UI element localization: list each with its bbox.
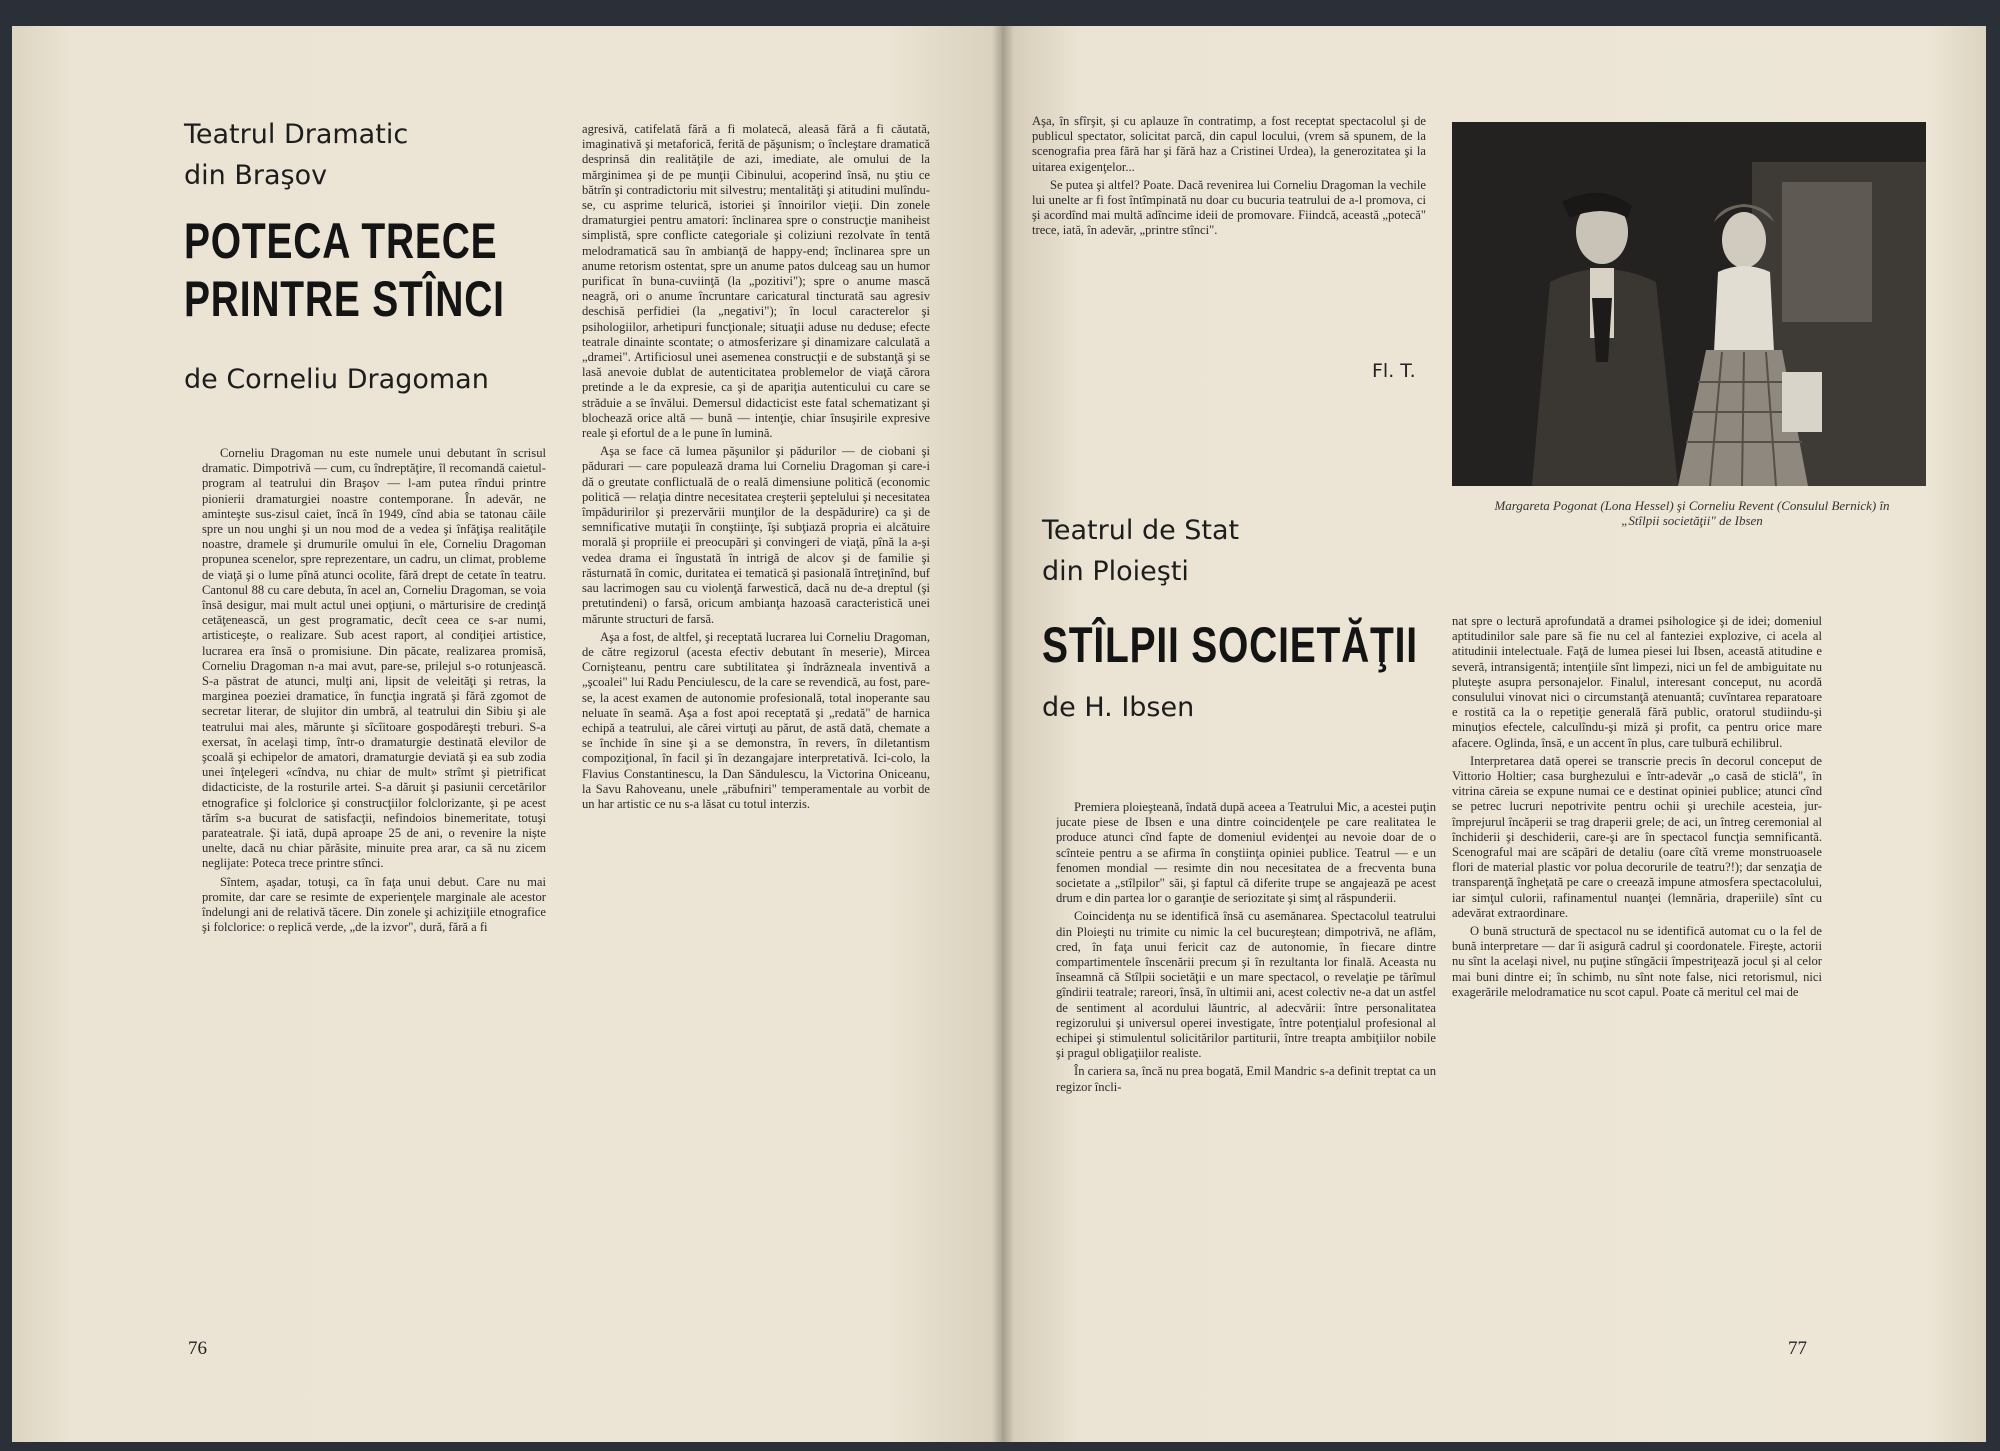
right-page-number: 77 (1788, 1338, 1807, 1359)
left-theatre-line1: Teatrul Dramatic (184, 119, 409, 150)
left-column-1 (202, 446, 546, 1382)
paragraph: Aşa a fost, de altfel, şi receptată lucrarea lui Corneliu Dragoman, de către regizorul (acesta efectiv debutant în meserie), Mircea Cornişteanu, pentru care subtilitatea şi îndrăzneala inventivă a „şcoalei" lui Radu Penciulescu, de la care se revendică, au fost, pare-se, la acest examen de autonomie profesională, total inoperante sau neluate în seamă. Aşa a fost apoi receptată şi „redată" de harnica echipă a teatrului, ale cărei virtuţi au părut, de astă dată, chemate a se închide în sine şi a se demonstra, în revers, în diletantism compoziţional, în facil şi în dezangajare interpretativă. Ici-colo, la Flavius Constantinescu, la Dan Săndulescu, la Victorina Oniceanu, la Savu Rahoveanu, unele „răbufniri" temperamentale au vorbit de un har artistic ce nu s-a lăsat cu totul interzis. (582, 629, 930, 811)
left-theatre-heading (184, 114, 408, 196)
right-column-mid (1056, 800, 1436, 1346)
left-page-number: 76 (188, 1338, 207, 1359)
paragraph: O bună structură de spectacol nu se identifică automat cu o la fel de bună interpretare — dar îi asigură cadrul şi coordonatele. Fireşte, actorii nu sînt la acelaşi nivel, nu puţine stîngăcii împestriţează jocul şi al celor mai buni dintre ei; în schimb, nu sînt note false, nici retorismul, nici exagerările melodramatice nu scot capul. Poate că meritul cel mai de (1452, 924, 1822, 999)
magazine-spread (0, 26, 2000, 1451)
book-gutter (992, 26, 1014, 1442)
right-title: STÎLPII SOCIETĂŢII (1042, 617, 1418, 673)
left-page (12, 26, 1002, 1442)
paragraph: Premiera ploieşteană, îndată după aceea a Teatrului Mic, a acestei puţin jucate piese de Ibsen e una dintre coincidenţele pe care realitatea le produce atunci cînd fapte de domeniul evidenţei au nevoie doar de o scînteie pentru a se afirma în conştiinţa opiniei publice. Teatrul — e un fenomen mondial — resimte din nou necesitatea de a frecventa buna societate a „stîlpilor" săi, şi faptul că diferite trupe se angajează pe acest drum e din partea lor o garanţie de seriozitate şi simţ al răspunderii. (1056, 800, 1436, 906)
left-column-2 (582, 122, 930, 1362)
paragraph: Coincidenţa nu se identifică însă cu asemănarea. Spectacolul teatrului din Ploieşti nu trimite cu nimic la cel bucureştean; dimpotrivă, ne aflăm, cred, în faţa unui fericit caz de autonomie, în fiecare dintre compartimentele înscenării precum şi în rezultanta lor finală. Aceasta nu înseamnă că Stîlpii societăţii e un mare spectacol, o revelaţie pe tărîmul gîndirii teatrale; rareori, însă, în ultimii ani, acest colectiv ne-a dat un astfel de sentiment al acordului lăuntric, al adecvării: între personalitatea regizorului şi universul operei investigate, între potenţialul profesional al echipei şi stimulentul solicitărilor partiturii, între treapta ambiţiilor nobile şi pragul obligaţiilor realiste. (1056, 909, 1436, 1061)
left-title-line2: PRINTRE STÎNCI (184, 271, 505, 327)
paragraph: Aşa, în sfîrşit, şi cu aplauze în contratimp, a fost receptat spectacolul şi de publicul spectator, solicitat parcă, din capul locului, (vrem să spunem, de la scenografia prea fără har şi fără haz a Cristinei Urdea), la generozitatea şi la uitarea exigenţelor... (1032, 114, 1426, 174)
right-theatre-line1: Teatrul de Stat (1042, 515, 1240, 546)
production-photo-illustration (1452, 122, 1926, 486)
left-title-line1: POTECA TRECE (184, 213, 498, 269)
right-column-right (1452, 614, 1822, 1346)
paragraph: În cariera sa, încă nu prea bogată, Emil Mandric s-a definit treptat ca un regizor încli- (1056, 1064, 1436, 1094)
paragraph: Se putea şi altfel? Poate. Dacă revenirea lui Corneliu Dragoman la vechile lui unelte ar fi fost întîmpinată nu doar cu bucuria teatrului de a-l promova, ci şi acordînd mai multă adîncime ideii de promovare. Fiindcă, această „potecă" trece, iată, în adevăr, „printre stînci". (1032, 177, 1426, 238)
paragraph: nat spre o lectură aprofundată a dramei psihologice şi de idei; domeniul aptitudinilor sale pare să fie nu cel al fanteziei explozive, ci acela al atitudinii intelectuale. Faţă de lumea piesei lui Ibsen, această atitudine e severă, intransigentă; intenţiile sînt limpezi, nici un fel de ambiguitate nu pluteşte asupra personajelor. Finalul, interesant conceput, nu acordă consulului vinovat nici o circumstanţă atenuantă; cuvîntarea reparatoare e rostită ca la o repetiţie generală fără public, oratorul studiindu-şi minuţios efectele, calculîndu-şi miză şi profit, ca pentru orice mare afacere. Oglinda, însă, e un accent în plus, care tulbură echilibrul. (1452, 614, 1822, 750)
paragraph: Aşa se face că lumea păşunilor şi pădurilor — de ciobani şi pădurari — care populează drama lui Corneliu Dragoman şi care-i dă o greutate conflictuală de o reală dimensiune politică (economic politică — relaţia dintre necesitatea creşterii şeptelului şi necesitatea împăduririlor şi prezervării munţilor de la despădurire) ca şi de semnificative mutaţii în conştiinţe, îşi subţiază propria ei alcătuire morală şi propriile ei preocupări şi convingeri de viaţă, pînă la a-şi vedea drama ei îngustată în intrigă de alcov şi de familie şi răsturnată în comic, duritatea ei tematică şi pasională întreţinînd, buf sau lacrimogen sau cu violenţă farwestică, dacă nu de-a dreptul (şi pretutindeni) o farsă, oricum ambianţa hazoasă caracteristică unei mărunte structuri de farsă. (582, 444, 930, 626)
review-signature: Fl. T. (1372, 360, 1416, 382)
right-page (1002, 26, 1986, 1442)
left-theatre-line2: din Braşov (184, 160, 328, 191)
paragraph: agresivă, catifelată fără a fi molatecă, aleasă fără a fi căutată, imaginativă şi metaforică, ferită de păşunism; o încleştare dramatică desprinsă din realităţile de azi, imediate, ale omului de la mărginimea şi de pe munţii Cibinului, acoperind însă, nu ştiu ce bătrîn şi contradictoriu mit silvestru; mentalităţi şi atitudini mulîndu-se, cu asprime telurică, istoriei şi înnoirilor vieţii. Din zonele dramaturgiei pentru amatori: înclinarea spre o construcţie maniheist simplistă, spre conflicte categoriale şi coliziuni rezolvate în tentă melodramatică sau în ambianţă de happy-end; înclinarea spre un anume retorism ostentat, spre un anume patos dulceag sau un humor purificat în buna-cuviinţă (la „pozitivi"); spre o anume mască neagră, ori o anume încruntare caricatural tincturată sau agresiv deschisă perfidiei (la „negativi"); în locul caracterelor şi psihologiilor, arhetipuri funcţionale; situaţii aduse nu deduse; efecte teatrale dinainte scontate; o atmosferizare şi dinamizare calculată a „dramei". Artificiosul unei asemenea construcţii e de substanţă şi se lasă anevoie dublat de autenticitatea problemelor de viaţă cărora pretinde a le da expresie, ca şi de apariţia autenticului cu care se străduie a se învălui. Demersul didacticist este fatal schematizant şi blochează orice altă — bună — intenţie, chiar însuşirile expresive reale şi efortul de a le pune în lumină. (582, 122, 930, 441)
right-theatre-heading (1042, 510, 1239, 592)
right-author: de H. Ibsen (1042, 692, 1195, 723)
paragraph: Sîntem, aşadar, totuşi, ca în faţa unui debut. Care nu mai promite, dar care se resimte de experienţele marginale ale acestor îndelungi ani de relativă tăcere. Din zonele şi achiziţiile etnografice şi folclorice: o replică verde, „de la izvor", dură, fără a fi (202, 874, 546, 935)
left-author: de Corneliu Dragoman (184, 364, 489, 395)
production-photo (1452, 122, 1926, 486)
paragraph: Corneliu Dragoman nu este numele unui debutant în scrisul dramatic. Dimpotrivă — cum, cu îndreptăţire, îl recomandă caietul-program al teatrului din Braşov — l-am putea rîndui printre pionierii dramaturgiei noastre contemporane. În adevăr, ne aminteşte sus-zisul caiet, încă în 1949, cînd abia se tatonau căile spre un nou unghi şi un nou mod de a vedea şi înfăţişa realităţile noastre, dramele şi drumurile omului în ele, Corneliu Dragoman propunea scenelor, spre reprezentare, un cadru, un climat, probleme de viaţă şi o lume pînă atunci ocolite, fără drept de cetate în teatru. Cantonul 88 cu care debuta, în acel an, Corneliu Dragoman, se voia însă desigur, mai mult actul unei opţiuni, o mărturisire de credinţă cetăţenească, un gest programatic, decît ceea ce s-ar numi, artisticeşte, o realizare. Sub acest raport, al condiţiei artistice, lucrarea era însă o promisiune. Din păcate, realizarea promisă, Corneliu Dragoman n-a mai avut, pare-se, prilejul s-o rotunjească. S-a păstrat de atunci, mulţi ani, lipsit de veleităţi şi retras, la marginea poeziei dramatice, în funcţia ingrată şi fără zgomot de secretar literar, de slujitor din umbră, al teatrului din Sibiu şi ale teatrului mai ales, mărunte şi sîcîitoare gospodăreşti treburi. S-a exersat, în acelaşi timp, într-o dramaturgie destinată elevilor de şcoală şi echipelor de amatori, dramaturgie deviată şi ea sub zodia unei înţelegeri «cîndva, nu chiar de mult» strîmt şi pietrificat didacticiste, de la rosturile artei. S-a dăruit şi pasiunii cercetărilor etnografice şi folclorice şi construcţiilor folclorizante, şi pe acest tărîm s-a bucurat de satisfacţii, nefindoios binemeritate, totuşi parateatrale. Şi iată, după aproape 25 de ani, o revenire la niște unelte, dacă nu chiar părăsite, minuite prea arar, ca să nu zicem neglijate: Poteca trece printre stînci. (202, 446, 546, 871)
paragraph: Interpretarea dată operei se transcrie precis în decorul conceput de Vittorio Holtier; casa burghezului e într-adevăr „o casă de sticlă", în vitrina căreia se expune numai ce e destinat opiniei publice; atunci cînd se petrec lucruri nepotrivite pentru ochii şi urechile acesteia, jur-împrejurul încăperii se trag draperii grele; de aci, un întreg ceremonial al închiderii şi deschiderii, care-şi are în spectacol funcţia semnificantă. Scenograful mai are scăpări de detaliu (oare cîtă vreme monstruoasele flori de material plastic vor polua decorurile de teatru?!); dar senzaţia de transparenţă îngheţată pe care o creează impune atmosfera spectacolului, iar simţul culorii, rafinamentul nuanţei (lemnăria, draperiile) sînt cu adevărat extraordinare. (1452, 753, 1822, 920)
right-column-top (1032, 114, 1426, 364)
right-theatre-line2: din Ploieşti (1042, 556, 1189, 587)
left-title (184, 212, 505, 328)
photo-caption: Margareta Pogonat (Lona Hessel) şi Corneliu Revent (Consulul Bernick) în „Stîlpii societăţii" de Ibsen (1494, 498, 1890, 528)
